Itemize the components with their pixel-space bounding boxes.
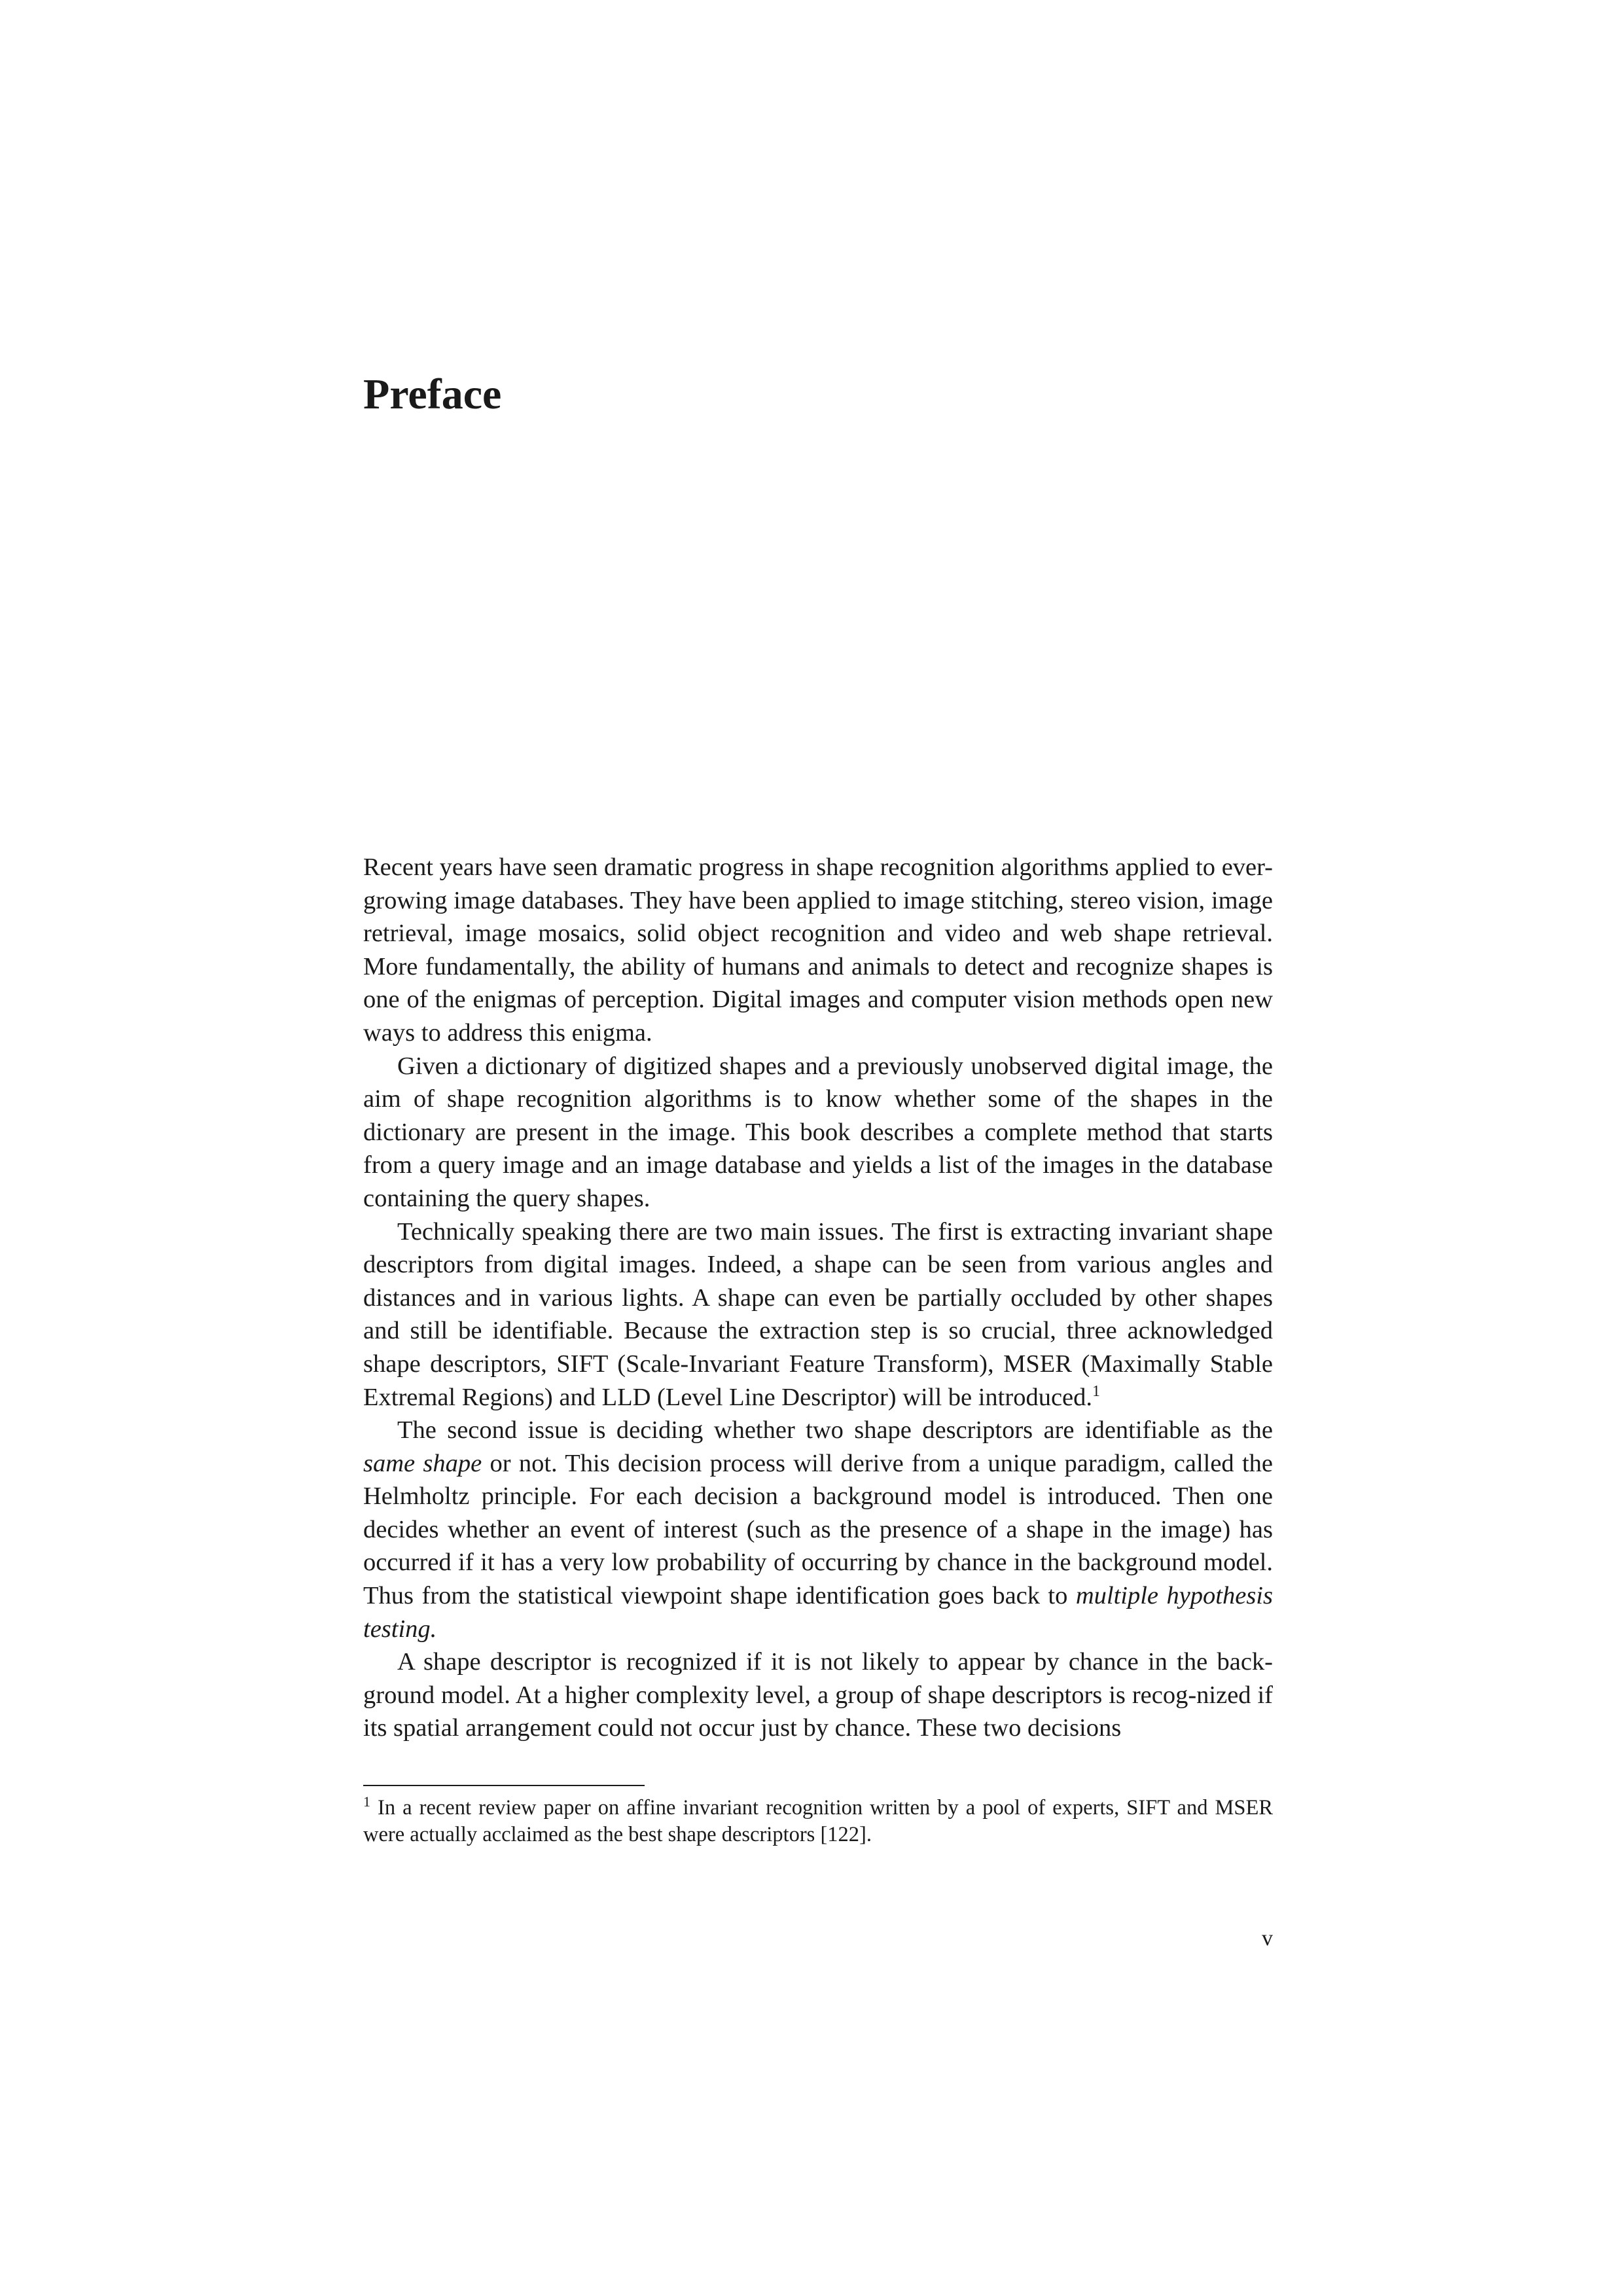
footnote-divider xyxy=(363,1785,645,1786)
paragraph-3 xyxy=(363,1215,1273,1414)
paragraph-5-line-1: A shape descriptor is recognized if it is not likely to appear by chance in the back- xyxy=(397,1648,1273,1676)
emphasis-same-shape: same shape xyxy=(363,1449,482,1477)
footnote-text: In a recent review paper on affine invariant recognition written by a pool of experts, SIFT and MSER were actually acclaimed as the best shape descriptors [122]. xyxy=(363,1796,1273,1846)
emphasis-multiple-hypothesis-testing: multiple hypothesis testing. xyxy=(363,1582,1273,1643)
page-number: v xyxy=(1262,1926,1273,1950)
paragraph-4-middle: or not. This decision process will derive from a unique paradigm, called the Helmholtz principle. For each decision a background model is introduced. Then one decides whether an event of interest (such as the presence of a shape in the image) has occurred if it has a very low probability of occurring by chance in the background model. Thus from the statistical viewpoint shape identification goes back to xyxy=(363,1449,1273,1610)
paragraph-4 xyxy=(363,1414,1273,1645)
footnote xyxy=(363,1795,1273,1848)
paragraph-5-line-2: ground model. At a higher complexity level, a group of shape descriptors is recog- xyxy=(363,1681,1197,1709)
paragraph-5 xyxy=(363,1645,1273,1745)
paragraph-3-text: Technically speaking there are two main issues. The first is extracting invariant shape descriptors from digital images. Indeed, a shape can be seen from various angles and distances and in various lights. A shape can even be partially occluded by other shapes and still be identifiable. Because the extraction step is so crucial, three acknowledged shape descriptors, SIFT (Scale-Invariant Feature Transform), MSER (Maximally Stable Extremal Regions) and LLD (Level Line Descriptor) will be introduced. xyxy=(363,1217,1273,1411)
paragraph-1: Recent years have seen dramatic progress in shape recognition algorithms applied to ever-growing image databases. They have been applied to image stitching, stereo vision, image retrieval, image mosaics, solid object recognition and video and web shape retrieval. More fundamentally, the ability of humans and animals to detect and recognize shapes is one of the enigmas of perception. Digital images and computer vision methods open new ways to address this enigma. xyxy=(363,853,1273,1047)
footnote-reference[interactable]: 1 xyxy=(1092,1382,1100,1400)
page-title: Preface xyxy=(363,370,502,418)
paragraph-4-start: The second issue is deciding whether two shape descriptors are identifiable as the xyxy=(397,1416,1273,1444)
paragraph-2: Given a dictionary of digitized shapes and a previously unobserved digital image, the aim of shape recognition algorithms is to know whether some of the shapes in the dictionary are present in the image. This book describes a complete method that starts from a query image and an image database and yields a list of the images in the database containing the query shapes. xyxy=(363,1052,1273,1212)
body-text xyxy=(363,851,1273,1745)
footnote-mark: 1 xyxy=(363,1793,370,1810)
paragraph-5-line-3: nized if its spatial arrangement could not occur just by chance. These two decisions xyxy=(363,1681,1274,1742)
